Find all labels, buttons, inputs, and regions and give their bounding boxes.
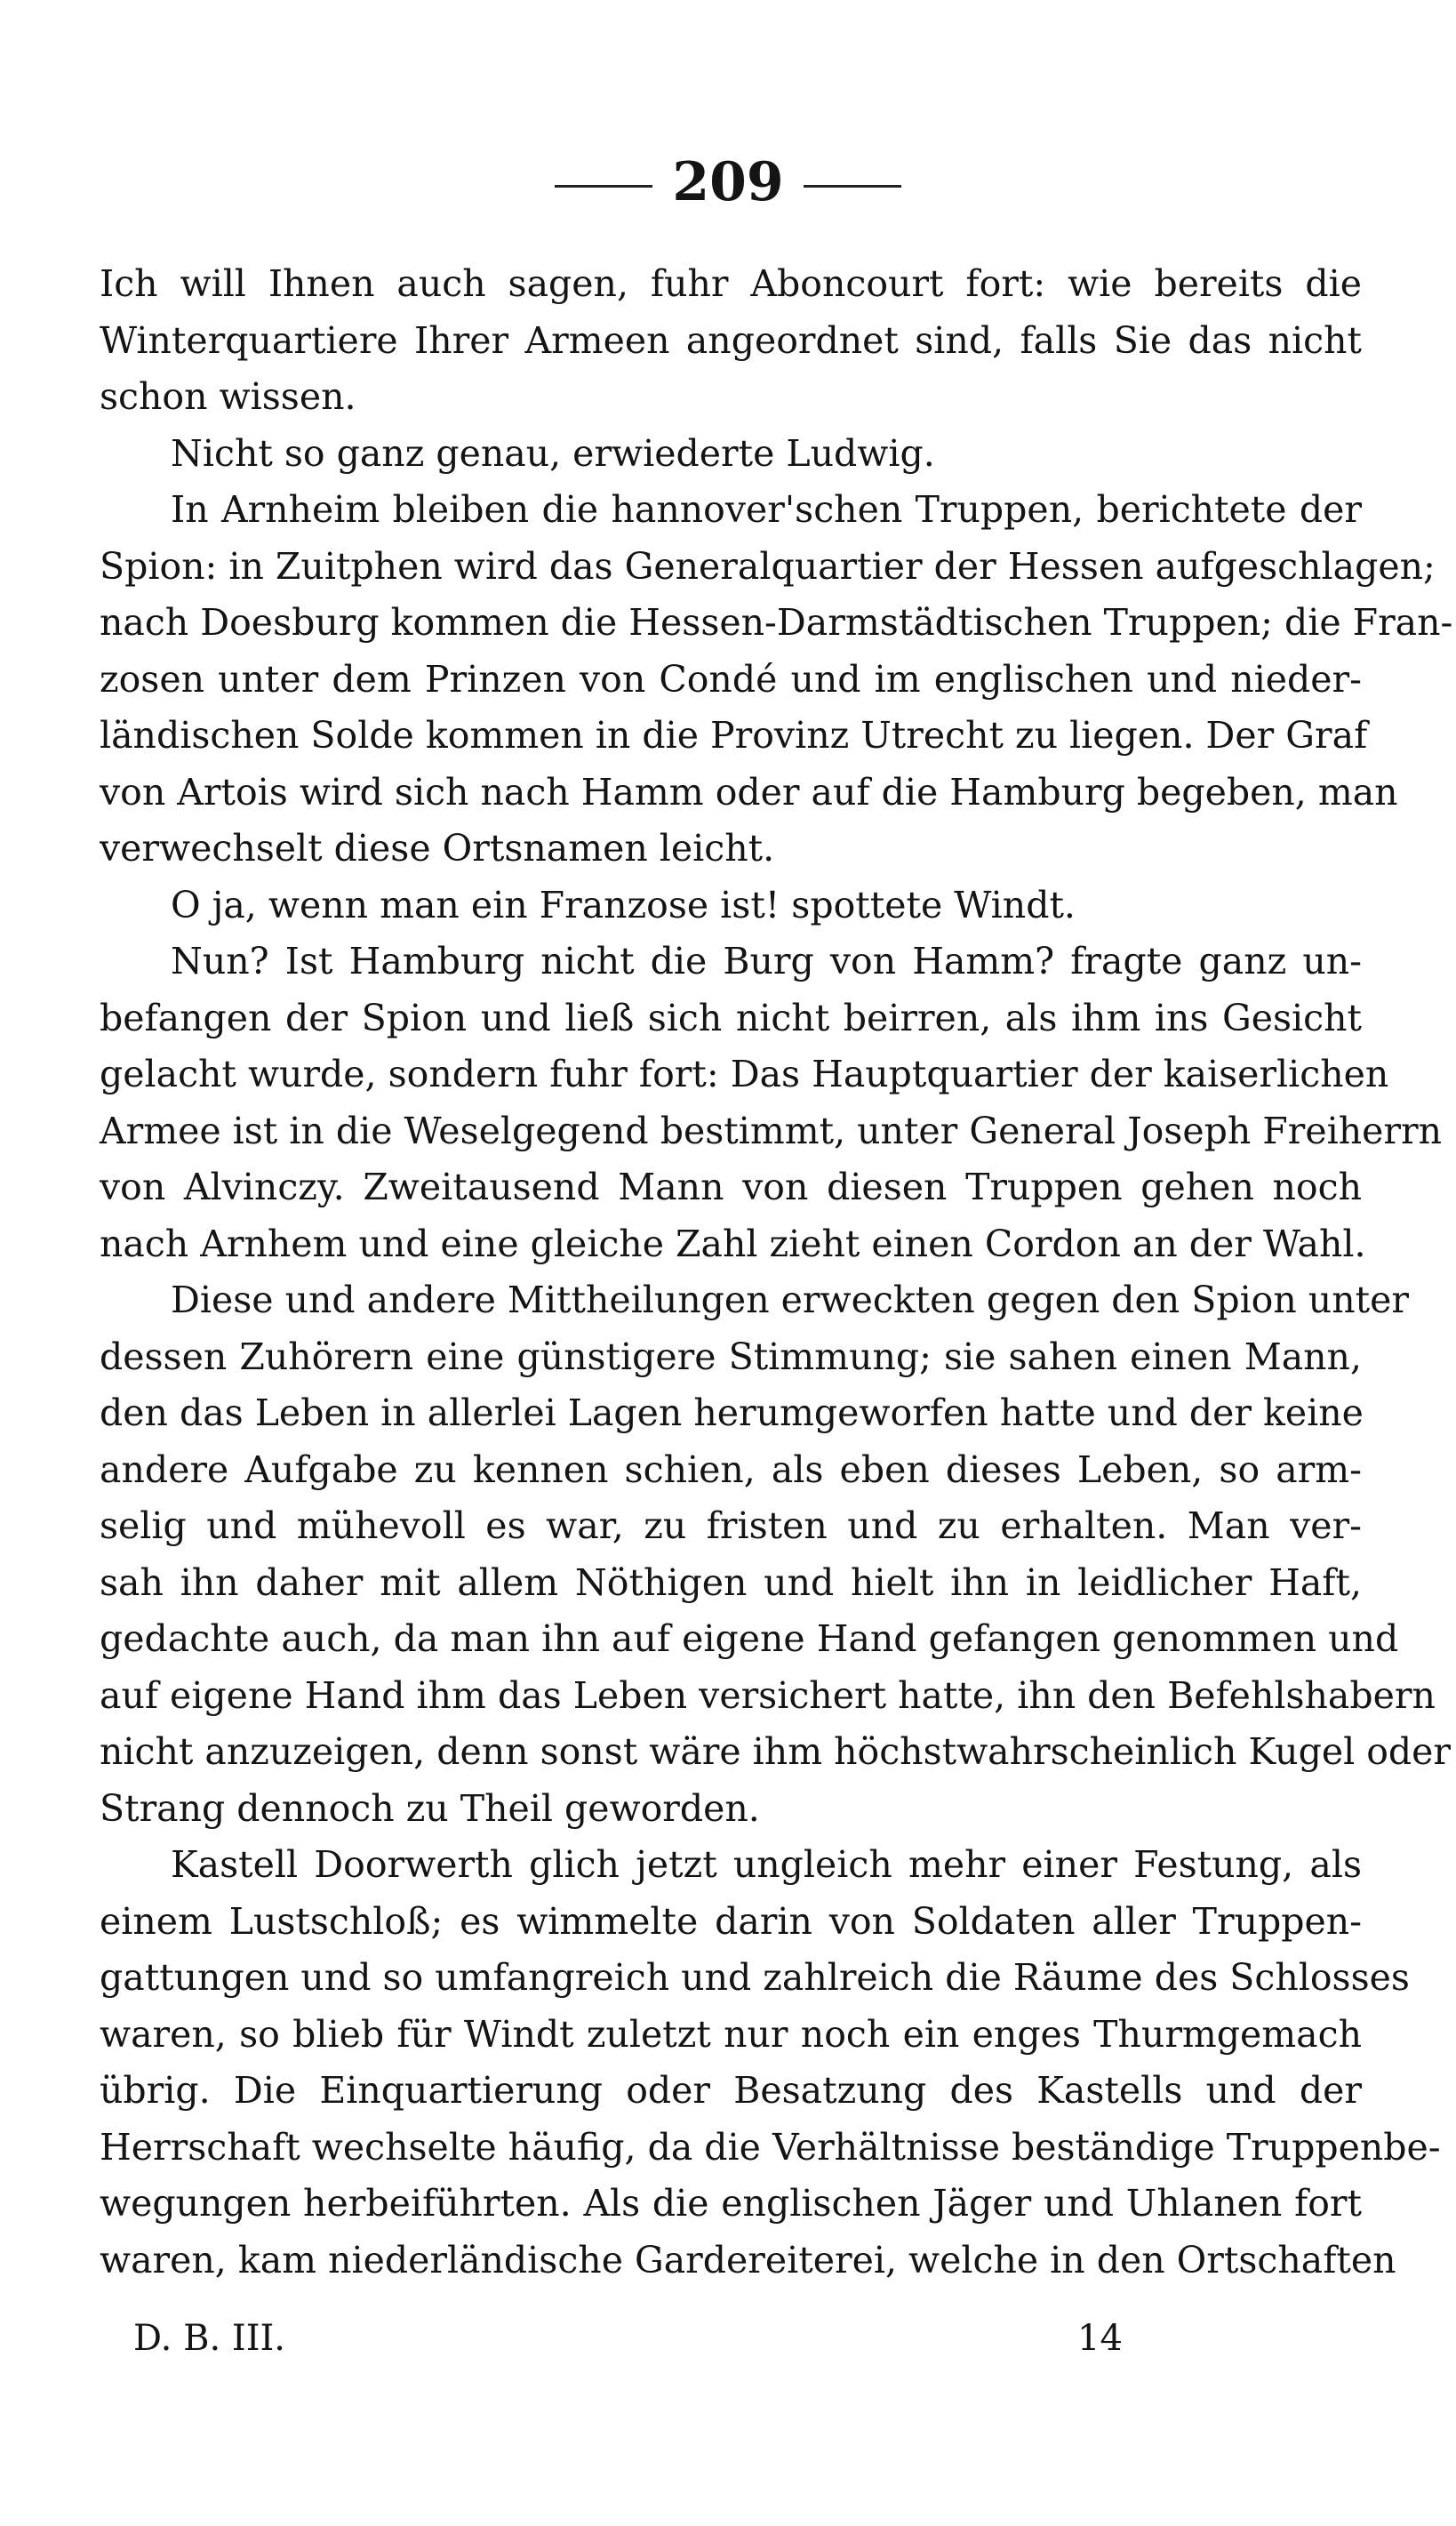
text-line: befangen der Spion und ließ sich nicht beirren, als ihm ins Gesicht: [100, 996, 1362, 1039]
text-line: selig und mühevoll es war, zu fristen und zu erhalten. Man ver-: [100, 1504, 1362, 1547]
text-line: gedachte auch, da man ihn auf eigene Hand gefangen genommen und: [100, 1617, 1399, 1660]
text-line: Nicht so ganz genau, erwiederte Ludwig.: [171, 431, 935, 475]
text-line: andere Aufgabe zu kennen schien, als eben dieses Leben, so arm-: [100, 1447, 1362, 1491]
text-line: übrig. Die Einquartierung oder Besatzung des Kastells und der: [100, 2069, 1362, 2112]
text-line: gattungen und so umfangreich und zahlreich die Räume des Schlosses: [100, 1956, 1410, 1999]
text-line: waren, so blieb für Windt zuletzt nur noch ein enges Thurmgemach: [100, 2012, 1362, 2056]
text-line: In Arnheim bleiben die hannover'schen Truppen, berichtete der: [171, 488, 1362, 531]
text-line: ländischen Solde kommen in die Provinz Utrecht zu liegen. Der Graf: [100, 714, 1368, 757]
text-line: gelacht wurde, sondern fuhr fort: Das Hauptquartier der kaiserlichen: [100, 1053, 1389, 1095]
text-line: den das Leben in allerlei Lagen herumgeworfen hatte und der keine: [100, 1391, 1364, 1434]
text-line: auf eigene Hand ihm das Leben versichert hatte, ihn den Befehlshabern: [100, 1673, 1436, 1717]
text-line: Strang dennoch zu Theil geworden.: [100, 1786, 760, 1830]
text-line: Nun? Ist Hamburg nicht die Burg von Hamm? fragte ganz un-: [171, 940, 1362, 982]
text-line: Kastell Doorwerth glich jetzt ungleich mehr einer Festung, als: [171, 1843, 1362, 1886]
page-footer: [133, 2312, 1123, 2365]
signature-mark: D. B. III.: [133, 2318, 286, 2359]
text-line: verwechselt diese Ortsnamen leicht.: [100, 827, 775, 870]
text-line: nicht anzuzeigen, denn sonst wäre ihm höchstwahrscheinlich Kugel oder: [100, 1730, 1452, 1773]
text-line: Ich will Ihnen auch sagen, fuhr Aboncourt fort: wie bereits die: [100, 262, 1362, 305]
sheet-number: 14: [1077, 2318, 1123, 2359]
text-line: nach Arnhem und eine gleiche Zahl zieht einen Cordon an der Wahl.: [100, 1222, 1366, 1265]
text-line: O ja, wenn man ein Franzose ist! spottete Windt.: [171, 883, 1076, 926]
text-line: Winterquartiere Ihrer Armeen angeordnet sind, falls Sie das nicht: [100, 318, 1362, 362]
text-line: sah ihn daher mit allem Nöthigen und hielt ihn in leidlicher Haft,: [100, 1560, 1362, 1604]
text-line: einem Lustschloß; es wimmelte darin von Soldaten aller Truppen-: [100, 1899, 1362, 1943]
body-text: [100, 256, 1453, 2289]
page-header: [0, 151, 1456, 213]
text-line: wegungen herbeiführten. Als die englischen Jäger und Uhlanen fort: [100, 2182, 1362, 2225]
text-line: von Alvinczy. Zweitausend Mann von diesen Truppen gehen noch: [100, 1166, 1362, 1208]
text-line: schon wissen.: [100, 375, 356, 418]
text-line: Armee ist in die Weselgegend bestimmt, unter General Joseph Freiherrn: [100, 1109, 1442, 1152]
text-line: Diese und andere Mittheilungen erweckten gegen den Spion unter: [171, 1279, 1409, 1321]
text-line: Spion: in Zuitphen wird das Generalquartier der Hessen aufgeschlagen;: [100, 544, 1436, 588]
text-line: Herrschaft wechselte häufig, da die Verhältnisse beständige Truppenbe-: [100, 2125, 1441, 2169]
text-line: dessen Zuhörern eine günstigere Stimmung; sie sahen einen Mann,: [100, 1335, 1362, 1378]
text-line: nach Doesburg kommen die Hessen-Darmstädtischen Truppen; die Fran-: [100, 601, 1453, 644]
text-line: von Artois wird sich nach Hamm oder auf die Hamburg begeben, man: [100, 770, 1398, 814]
page-number: 209: [672, 151, 784, 213]
text-line: zosen unter dem Prinzen von Condé und im englischen und nieder-: [100, 657, 1362, 701]
header-rule-right: [804, 185, 901, 188]
text-line: waren, kam niederländische Gardereiterei, welche in den Ortschaften: [100, 2238, 1396, 2281]
header-rule-left: [555, 185, 652, 188]
